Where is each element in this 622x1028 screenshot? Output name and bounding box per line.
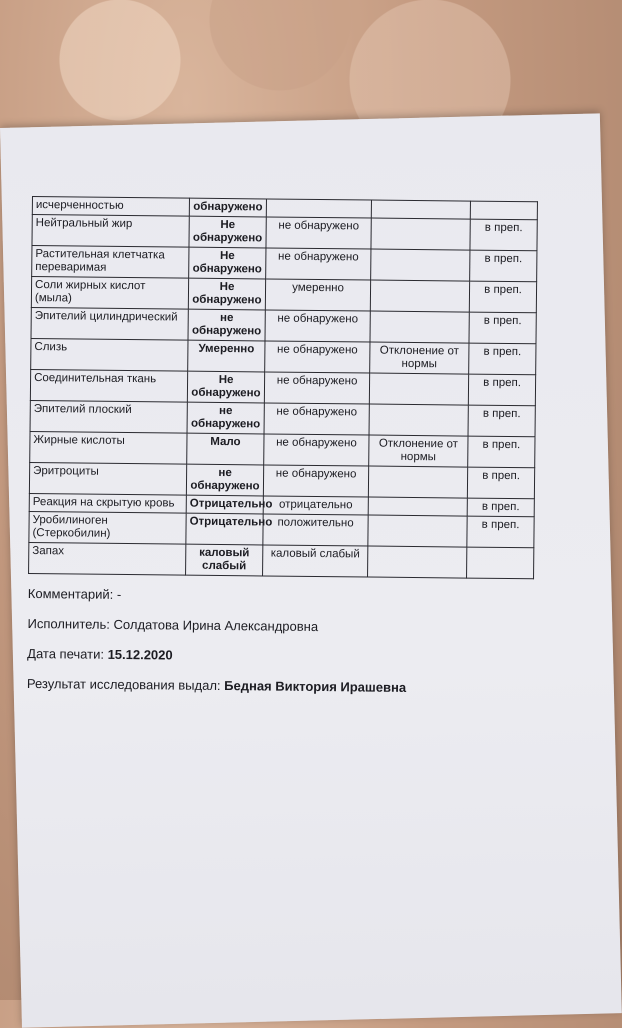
deviation-note [371, 200, 470, 219]
document-content [27, 196, 532, 711]
result-value: обнаружено [189, 198, 266, 217]
deviation-note [369, 404, 468, 436]
comment-value: - [116, 586, 122, 602]
result-value: Не обнаружено [188, 278, 265, 310]
result-value: каловый слабый [186, 544, 263, 576]
method-value: в преп. [470, 250, 537, 282]
method-value: в преп. [468, 436, 535, 468]
indicator-name: Запах [29, 542, 186, 575]
print-date-value: 15.12.2020 [107, 646, 173, 663]
indicator-name: Нейтральный жир [32, 215, 189, 248]
method-value: в преп. [467, 498, 534, 517]
reference-value [266, 199, 371, 218]
result-value: Не обнаружено [189, 247, 266, 279]
deviation-note [370, 280, 469, 312]
reference-value: не обнаружено [266, 217, 371, 249]
result-value: не обнаружено [186, 464, 263, 496]
deviation-note [371, 218, 470, 250]
issued-by-label: Результат исследования выдал: [26, 675, 221, 694]
method-value: в преп. [469, 343, 536, 375]
result-value: Отрицательно [186, 513, 263, 545]
reference-value: не обнаружено [265, 341, 370, 373]
reference-value: не обнаружено [263, 465, 368, 497]
method-value: в преп. [468, 374, 535, 406]
indicator-name: Жирные кислоты [30, 431, 187, 464]
method-value: в преп. [468, 405, 535, 437]
indicator-name: Растительная клетчатка переваримая [32, 246, 189, 279]
table-row [29, 542, 534, 578]
comment-label: Комментарий: [27, 585, 114, 602]
indicator-name: Соединительная ткань [30, 369, 187, 402]
indicator-name: Эпителий плоский [30, 400, 187, 433]
result-value: Отрицательно [186, 495, 263, 514]
indicator-name: Соли жирных кислот (мыла) [31, 277, 188, 310]
comment-line [28, 586, 528, 607]
deviation-note [371, 249, 470, 281]
reference-value: не обнаружено [265, 310, 370, 342]
executor-label: Исполнитель: [27, 615, 111, 632]
print-date-line [27, 646, 527, 667]
executor-value: Солдатова Ирина Александровна [113, 616, 319, 635]
print-date-label: Дата печати: [27, 645, 105, 662]
method-value [467, 547, 534, 579]
deviation-note [369, 373, 468, 405]
deviation-note [368, 497, 467, 516]
indicator-name: Слизь [31, 338, 188, 371]
indicator-name: Реакция на скрытую кровь [29, 493, 186, 513]
document-footer [27, 586, 528, 697]
indicator-name: Эпителий цилиндрический [31, 307, 188, 340]
reference-value: не обнаружено [264, 372, 369, 404]
result-value: Не обнаружено [187, 371, 264, 403]
executor-line [27, 616, 527, 637]
deviation-note [368, 515, 467, 547]
reference-value: положительно [263, 514, 368, 546]
method-value: в преп. [469, 281, 536, 313]
method-value: в преп. [467, 467, 534, 499]
reference-value: умеренно [265, 279, 370, 311]
method-value: в преп. [467, 516, 534, 548]
issued-by-value: Бедная Виктория Ирашевна [224, 678, 407, 695]
deviation-note [368, 546, 467, 578]
method-value: в преп. [470, 219, 537, 251]
reference-value: каловый слабый [263, 545, 368, 577]
method-value [470, 201, 537, 220]
reference-value: отрицательно [263, 496, 368, 515]
reference-value: не обнаружено [266, 248, 371, 280]
indicator-name: исчерченностью [32, 197, 189, 217]
method-value: в преп. [469, 312, 536, 344]
indicator-name: Уробилиноген (Стеркобилин) [29, 511, 186, 544]
result-value: Мало [187, 433, 264, 465]
results-table [28, 196, 538, 579]
deviation-note [370, 311, 469, 343]
issued-by-line [27, 676, 527, 697]
result-value: не обнаружено [187, 402, 264, 434]
reference-value: не обнаружено [264, 434, 369, 466]
deviation-note: Отклонение от нормы [369, 435, 468, 467]
deviation-note: Отклонение от нормы [370, 342, 469, 374]
result-value: не обнаружено [188, 309, 265, 341]
result-value: Умеренно [188, 340, 265, 372]
reference-value: не обнаружено [264, 403, 369, 435]
result-value: Не обнаружено [189, 216, 266, 248]
indicator-name: Эритроциты [29, 462, 186, 495]
deviation-note [368, 466, 467, 498]
